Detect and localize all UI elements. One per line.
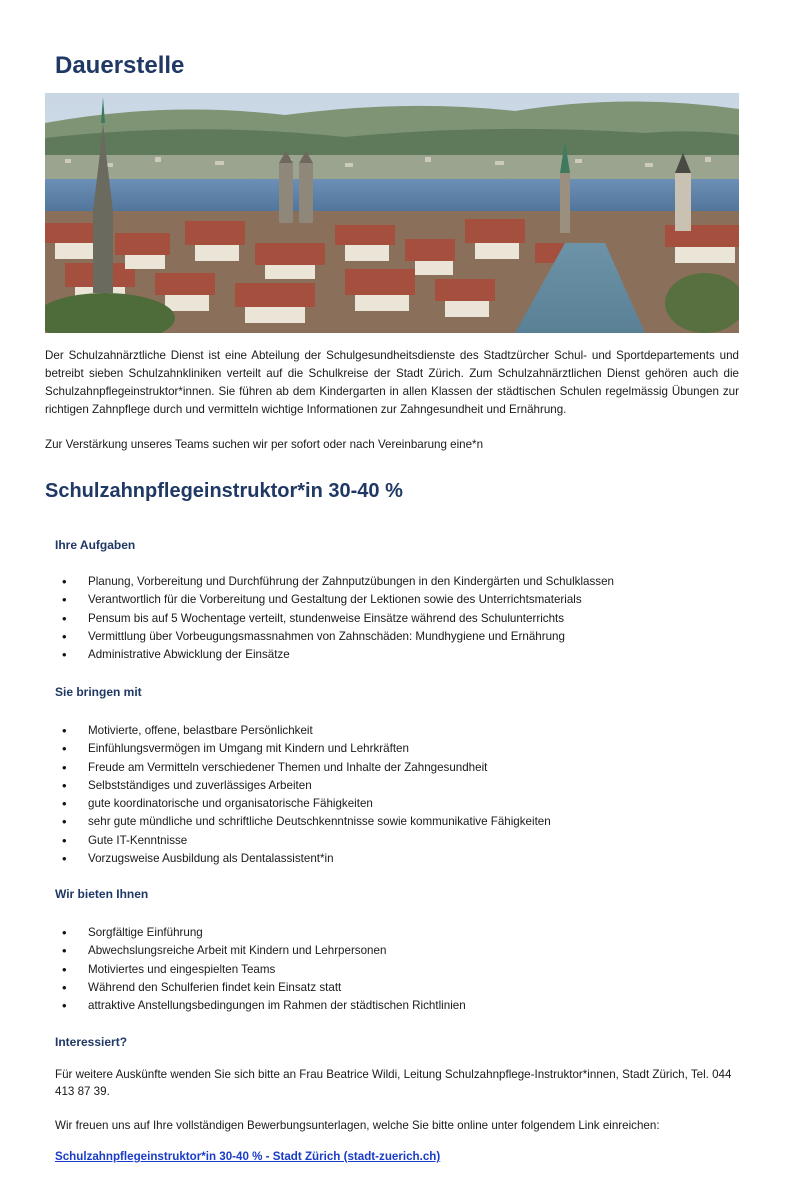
job-posting-link[interactable]: Schulzahnpflegeinstruktor*in 30-40 % - Stadt Zürich (stadt-zuerich.ch) [55,1150,441,1163]
list-item: • gute koordinatorische und organisatorische Fähigkeiten [60,795,551,813]
list-item: • attraktive Anstellungsbedingungen im Rahmen der städtischen Richtlinien [60,997,466,1015]
list-item: • Sorgfältige Einführung [60,924,466,942]
list-aufgaben [60,573,614,664]
list-item: • Während den Schulferien findet kein Einsatz statt [60,979,466,997]
list-item: • sehr gute mündliche und schriftliche Deutschkenntnisse sowie kommunikative Fähigkeiten [60,813,551,831]
section-heading-bieten: Wir bieten Ihnen [55,887,149,901]
list-mitbringen [60,722,551,868]
search-line: Zur Verstärkung unseres Teams suchen wir per sofort oder nach Vereinbarung eine*n [45,438,484,451]
list-item: • Selbstständiges und zuverlässiges Arbeiten [60,777,551,795]
section-heading-aufgaben: Ihre Aufgaben [55,538,136,552]
section-heading-interessiert: Interessiert? [55,1035,128,1049]
list-item: • Vermittlung über Vorbeugungsmassnahmen von Zahnschäden: Mundhygiene und Ernährung [60,628,614,646]
list-item: • Pensum bis auf 5 Wochentage verteilt, stundenweise Einsätze während des Schulunterrichts [60,610,614,628]
list-bieten [60,924,466,1015]
list-item: • Gute IT-Kenntnisse [60,832,551,850]
section-heading-mitbringen: Sie bringen mit [55,685,142,699]
list-item: • Motiviertes und eingespielten Teams [60,961,466,979]
intro-paragraph: Der Schulzahnärztliche Dienst ist eine Abteilung der Schulgesundheitsdienste des Stadtzürcher Schul- und Sportdepartements und betreibt sieben Schulzahnkliniken verteilt auf die Schulkreise der Stadt Zürich. Zum Schulzahnärztlichen Dienst gehören auch die Schulzahnpflegeinstruktor*innen. Sie führen ab dem Kindergarten in allen Klassen der städtischen Schulen regelmässig Übungen zur richtigen Zahnpflege durch und vermitteln wichtige Informationen zur Zahngesundheit und Ernährung. [45,349,739,416]
application-note: Wir freuen uns auf Ihre vollständigen Bewerbungsunterlagen, welche Sie bitte online unter folgendem Link einreichen: [55,1119,660,1132]
list-item: • Verantwortlich für die Vorbereitung und Gestaltung der Lektionen sowie des Unterrichtsmaterials [60,591,614,609]
contact-info: Für weitere Auskünfte wenden Sie sich bitte an Frau Beatrice Wildi, Leitung Schulzahnpflege-Instruktor*innen, Stadt Zürich, Tel. 044 413 87 39. [55,1068,732,1098]
list-item: • Freude am Vermitteln verschiedener Themen und Inhalte der Zahngesundheit [60,759,551,777]
page-title: Dauerstelle [55,52,185,79]
city-photo [45,93,739,333]
list-item: • Administrative Abwicklung der Einsätze [60,646,614,664]
list-item: • Motivierte, offene, belastbare Persönlichkeit [60,722,551,740]
list-item: • Planung, Vorbereitung und Durchführung der Zahnputzübungen in den Kindergärten und Schulklassen [60,573,614,591]
job-title: Schulzahnpflegeinstruktor*in 30-40 % [45,480,403,502]
list-item: • Einfühlungsvermögen im Umgang mit Kindern und Lehrkräften [60,740,551,758]
list-item: • Abwechslungsreiche Arbeit mit Kindern und Lehrpersonen [60,942,466,960]
list-item: • Vorzugsweise Ausbildung als Dentalassistent*in [60,850,551,868]
